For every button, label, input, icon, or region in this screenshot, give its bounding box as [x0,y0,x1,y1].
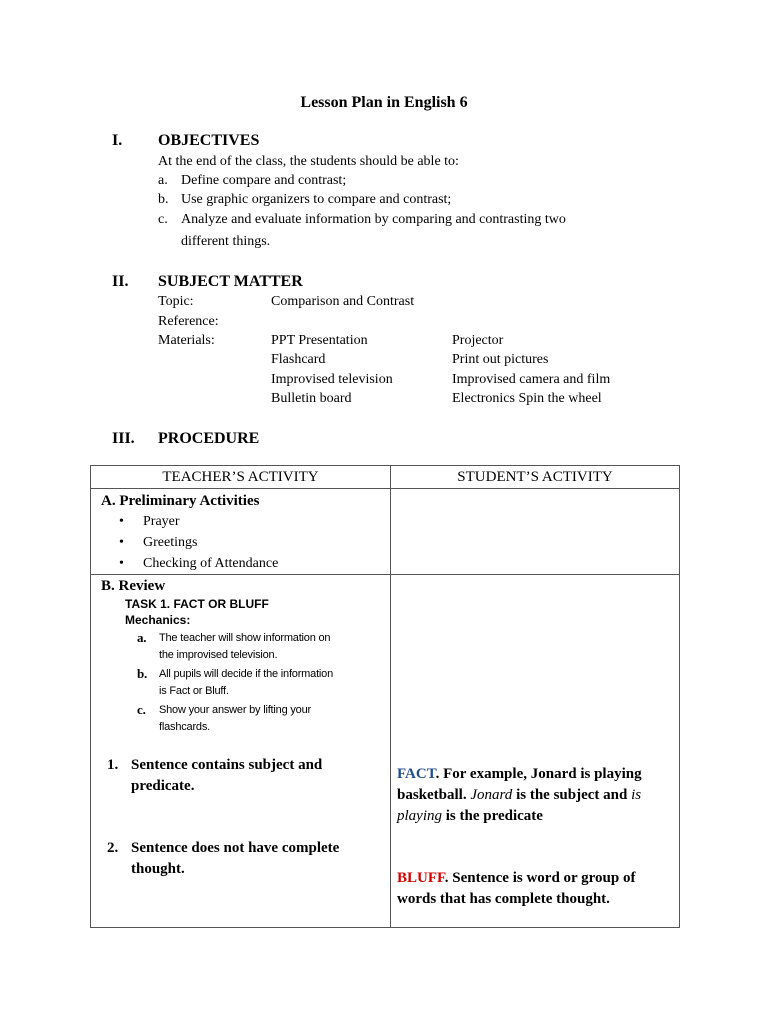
question-text: Sentence does not have complete [131,840,340,856]
material-item: Improvised television [271,372,393,387]
section-number-procedure: III. [112,430,135,447]
review-cell [91,575,391,928]
bluff-label: BLUFF [397,870,445,886]
objective-item-letter: b. [158,192,169,207]
answer-playing-word: playing [397,808,442,824]
objective-item-continuation: different things. [181,234,271,249]
objective-item-text: Analyze and evaluate information by comparing and contrasting two [181,212,566,227]
objective-item-text: Define compare and contrast; [181,173,347,188]
section-number-subject-matter: II. [112,273,129,290]
question-number: 2. [107,840,119,856]
question-text: Sentence contains subject and [131,757,323,773]
question-text: predicate. [131,778,195,794]
bullet-icon: • [119,556,124,571]
mechanics-letter: a. [137,630,147,645]
question-item [91,755,390,797]
answer-subject-word: Jonard [470,787,513,803]
answer-text: . Sentence is word or group of [444,870,636,886]
material-item: PPT Presentation [271,333,368,348]
table-row [91,575,680,928]
bullet-icon: • [119,514,124,529]
answer-text: . For example, Jonard is playing [435,766,642,782]
table-header-row [91,466,680,489]
column-header-student: STUDENT’S ACTIVITY [391,466,680,489]
column-header-teacher: TEACHER’S ACTIVITY [91,466,391,489]
answer-text: basketball. [397,787,471,803]
mechanics-label: Mechanics: [125,613,191,627]
question-item [91,838,390,880]
objective-item-letter: a. [158,173,168,188]
reference-label: Reference: [158,314,219,329]
material-item: Print out pictures [452,352,549,367]
mechanics-letter: c. [137,702,146,717]
preliminary-heading: A. Preliminary Activities [101,493,260,509]
mechanics-text: the improvised television. [159,649,278,661]
question-text: thought. [131,861,185,877]
list-item-label: Checking of Attendance [143,556,279,571]
material-item: Electronics Spin the wheel [452,391,602,406]
materials-label: Materials: [158,333,215,348]
list-item [91,532,390,553]
objectives-intro: At the end of the class, the students should be able to: [158,154,459,169]
section-heading-objectives: OBJECTIVES [158,132,260,149]
question-number: 1. [107,757,119,773]
task-title: TASK 1. FACT OR BLUFF [125,597,269,611]
objective-item-letter: c. [158,212,168,227]
preliminary-student-cell [391,489,680,575]
objective-item-text: Use graphic organizers to compare and contrast; [181,192,452,207]
answer-text: is the predicate [442,808,543,824]
mechanics-text: flashcards. [159,721,210,733]
answer-bluff [391,868,679,910]
preliminary-cell [91,489,391,575]
mechanics-text: All pupils will decide if the information [159,668,333,680]
list-item-label: Greetings [143,535,198,550]
section-heading-subject-matter: SUBJECT MATTER [158,273,303,290]
mechanics-text: The teacher will show information on [159,632,331,644]
mechanics-item [91,630,390,664]
material-item: Bulletin board [271,391,352,406]
bullet-icon: • [119,535,124,550]
mechanics-item [91,702,390,736]
table-row [91,489,680,575]
list-item-label: Prayer [143,514,180,529]
section-heading-procedure: PROCEDURE [158,430,260,447]
review-heading: B. Review [101,578,166,594]
material-item: Projector [452,333,504,348]
list-item [91,553,390,574]
mechanics-letter: b. [137,666,148,681]
material-item: Flashcard [271,352,326,367]
topic-value: Comparison and Contrast [271,294,415,309]
fact-label: FACT [397,766,436,782]
answer-text: is the subject and [512,787,632,803]
material-item: Improvised camera and film [452,372,611,387]
page-title: Lesson Plan in English 6 [300,94,468,111]
preliminary-list [91,511,390,574]
answer-text: words that has complete thought. [397,891,610,907]
procedure-table [90,465,680,928]
answer-fact [391,764,679,827]
section-number-objectives: I. [112,132,123,149]
answer-is-word: is [631,787,642,803]
list-item [91,511,390,532]
mechanics-text: is Fact or Bluff. [159,685,229,697]
mechanics-text: Show your answer by lifting your [159,704,311,716]
topic-label: Topic: [158,294,194,309]
review-student-cell [391,575,680,928]
mechanics-item [91,666,390,700]
